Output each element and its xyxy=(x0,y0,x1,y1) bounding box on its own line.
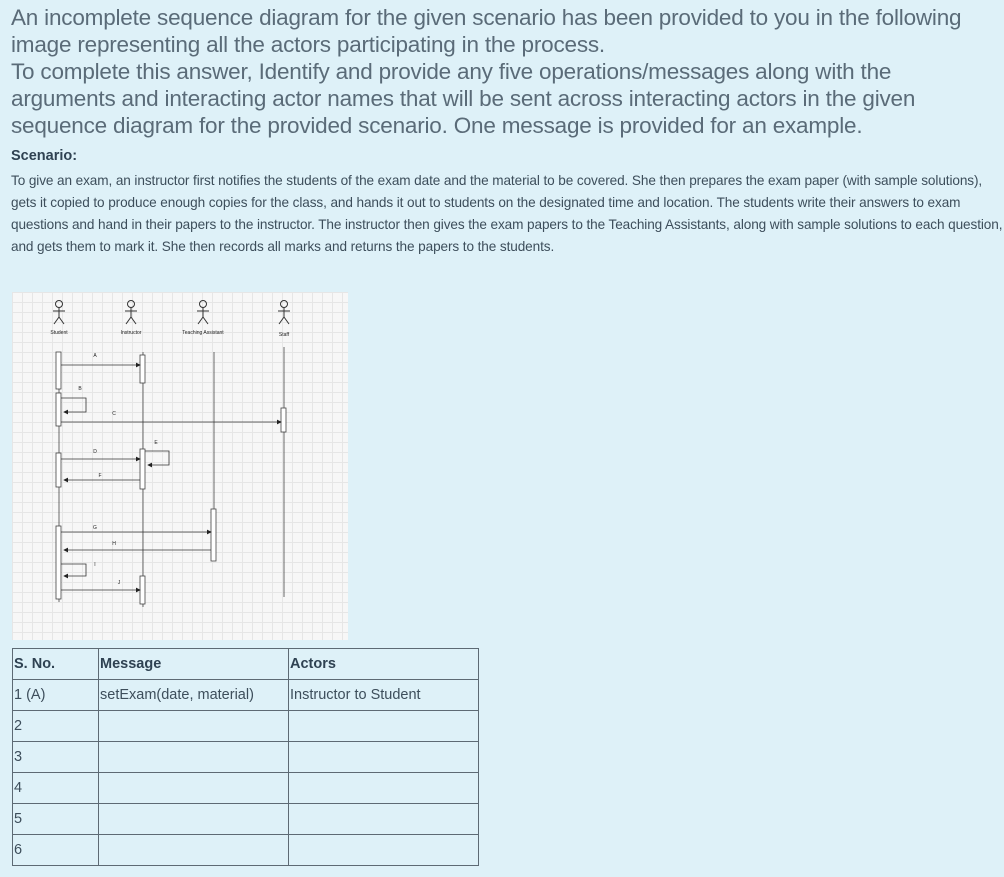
cell-sno: 5 xyxy=(13,804,99,835)
header-actors: Actors xyxy=(289,649,479,680)
activation-instructor-2 xyxy=(140,449,145,489)
instructions-paragraph-2: To complete this answer, Identify and provide any five operations/messages along with the arguments and interacting actor names that will be sent across interacting actors in the given sequence diagram for the provided scenario. One message is provided for an example. xyxy=(11,59,916,138)
actor-label-teaching-assistant: Teaching Assistant xyxy=(182,330,224,336)
cell-message[interactable] xyxy=(99,835,289,866)
table-row xyxy=(13,773,479,804)
activation-student-3 xyxy=(56,453,61,487)
message-label-e: E xyxy=(154,440,158,446)
scenario-text: To give an exam, an instructor first notifies the students of the exam date and the material to be covered. She then prepares the exam paper (with sample solutions), gets it copied to produce enough copies for the class, and hands it out to students on the designated time and location. The students write their answers to exam questions and hand in their papers to the instructor. The instructor then gives the exam papers to the Teaching Assistants, along with sample solutions to each question, and gets them to mark it. She then records all marks and returns the papers to the students. xyxy=(11,173,1003,254)
table-row xyxy=(13,835,479,866)
cell-message[interactable] xyxy=(99,742,289,773)
actor-figure-teaching-assistant xyxy=(197,301,209,325)
table-row xyxy=(13,711,479,742)
cell-sno: 3 xyxy=(13,742,99,773)
actor-label-student: Student xyxy=(50,330,68,336)
instructions xyxy=(11,4,1001,139)
activation-instructor-1 xyxy=(140,355,145,383)
message-arrow-b xyxy=(61,398,86,412)
cell-message[interactable]: setExam(date, material) xyxy=(99,680,289,711)
actor-figure-staff xyxy=(278,301,290,325)
answer-table xyxy=(12,648,479,866)
table-row xyxy=(13,804,479,835)
activation-teaching-assistant-1 xyxy=(211,509,216,561)
cell-actors[interactable] xyxy=(289,711,479,742)
actor-figure-instructor xyxy=(125,301,137,325)
cell-actors[interactable] xyxy=(289,742,479,773)
message-label-h: H xyxy=(112,541,116,547)
cell-actors[interactable] xyxy=(289,835,479,866)
table-row xyxy=(13,680,479,711)
message-arrow-e xyxy=(145,451,169,465)
header-sno: S. No. xyxy=(13,649,99,680)
actor-label-instructor: Instructor xyxy=(120,330,142,336)
cell-sno: 6 xyxy=(13,835,99,866)
message-label-c: C xyxy=(112,411,116,417)
message-label-g: G xyxy=(93,525,97,531)
message-label-i: I xyxy=(94,562,96,568)
activation-student-4 xyxy=(56,526,61,599)
instructions-paragraph-1: An incomplete sequence diagram for the given scenario has been provided to you in the following image representing all the actors participating in the process. xyxy=(11,5,962,57)
cell-message[interactable] xyxy=(99,804,289,835)
cell-actors[interactable] xyxy=(289,773,479,804)
actor-label-staff: Staff xyxy=(278,332,290,338)
activation-student-1 xyxy=(56,352,61,389)
cell-actors[interactable] xyxy=(289,804,479,835)
activation-staff-1 xyxy=(281,408,286,432)
cell-sno: 4 xyxy=(13,773,99,804)
message-label-f: F xyxy=(98,473,102,479)
message-label-b: B xyxy=(78,386,82,392)
cell-message[interactable] xyxy=(99,711,289,742)
cell-sno: 1 (A) xyxy=(13,680,99,711)
cell-sno: 2 xyxy=(13,711,99,742)
activation-instructor-3 xyxy=(140,576,145,604)
activation-student-2 xyxy=(56,393,61,426)
message-arrow-i xyxy=(61,564,86,576)
table-row xyxy=(13,742,479,773)
message-label-j: J xyxy=(117,580,121,586)
sequence-diagram xyxy=(12,292,348,640)
actor-figure-student xyxy=(53,301,65,325)
message-label-a: A xyxy=(93,353,97,359)
scenario-title: Scenario: xyxy=(11,148,78,164)
header-message: Message xyxy=(99,649,289,680)
message-label-d: D xyxy=(93,449,97,455)
cell-message[interactable] xyxy=(99,773,289,804)
sequence-diagram-canvas xyxy=(12,292,348,640)
cell-actors[interactable]: Instructor to Student xyxy=(289,680,479,711)
table-header-row xyxy=(13,649,479,680)
